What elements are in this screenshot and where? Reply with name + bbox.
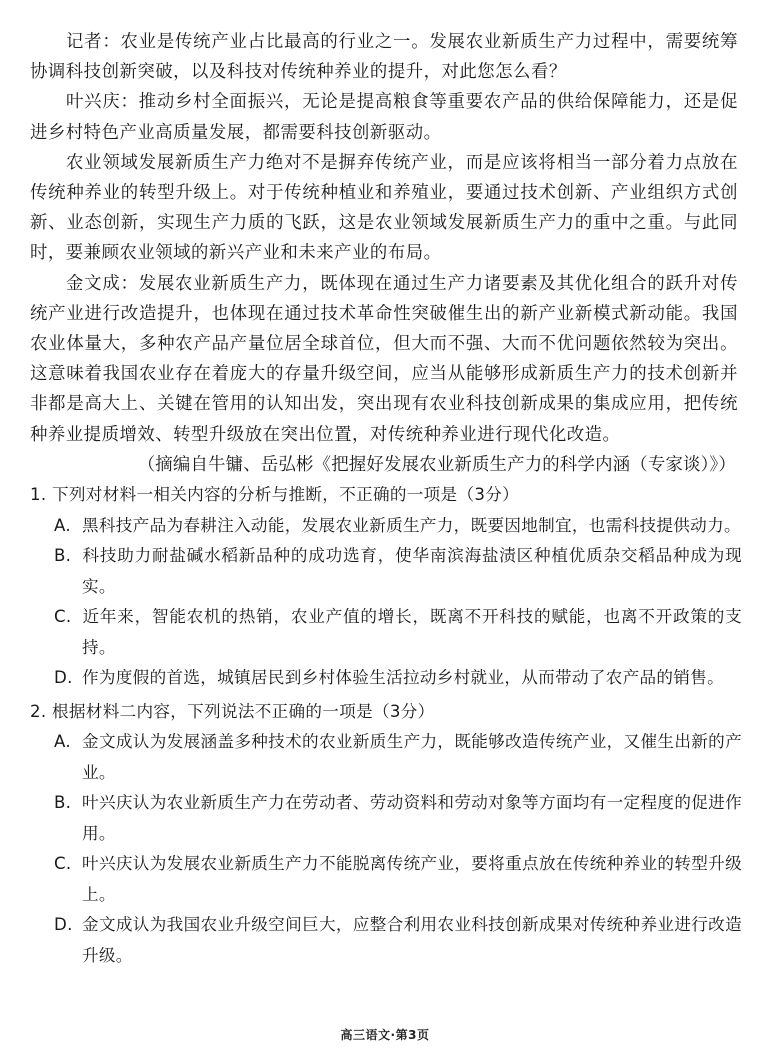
option-c: [30, 849, 742, 910]
option-label: B.: [54, 546, 72, 565]
reading-passage: [30, 27, 738, 480]
option-c: [30, 602, 742, 663]
option-label: B.: [54, 793, 72, 812]
option-label: A.: [54, 732, 71, 751]
question-stem: 1. 下列对材料一相关内容的分析与推断，不正确的一项是（3分）: [30, 485, 519, 504]
option-d: [30, 910, 742, 971]
option-text: 近年来，智能农机的热销，农业产值的增长，既离不开科技的赋能，也离不开政策的支持。: [82, 607, 742, 657]
question-2: [30, 697, 742, 972]
interview-question: 记者：农业是传统产业占比最高的行业之一。发展农业新质生产力过程中，需要统筹协调科技创新突破，以及科技对传统种养业的提升，对此您怎么看？: [30, 32, 738, 83]
option-text: 金文成认为我国农业升级空间巨大，应整合利用农业科技创新成果对传统种养业进行改造升级。: [82, 915, 742, 965]
option-label: C.: [54, 854, 72, 873]
option-b: [30, 541, 742, 602]
option-label: D.: [54, 915, 73, 934]
option-label: D.: [54, 668, 73, 687]
option-b: [30, 788, 742, 849]
option-a: [30, 727, 742, 788]
question-1: [30, 480, 742, 694]
option-d: [30, 663, 742, 694]
question-list: [30, 480, 742, 971]
passage-paragraph: 叶兴庆：推动乡村全面振兴，无论是提高粮食等重要农产品的供给保障能力，还是促进乡村特色产业高质量发展，都需要科技创新驱动。: [30, 92, 738, 143]
option-text: 叶兴庆认为农业新质生产力在劳动者、劳动资料和劳动对象等方面均有一定程度的促进作用。: [82, 793, 742, 843]
passage-source: （摘编自牛镛、岳弘彬《把握好发展农业新质生产力的科学内涵（专家谈）》）: [137, 454, 736, 475]
option-label: A.: [54, 515, 71, 535]
option-text: 黑科技产品为春耕注入动能，发展农业新质生产力，既要因地制宜，也需科技提供动力。: [82, 515, 741, 535]
option-text: 叶兴庆认为发展农业新质生产力不能脱离传统产业，要将重点放在传统种养业的转型升级上。: [82, 854, 742, 904]
page-footer: 高三语文·第3页: [340, 1028, 430, 1042]
option-text: 金文成认为发展涵盖多种技术的农业新质生产力，既能够改造传统产业，又催生出新的产业。: [82, 732, 742, 782]
option-a: [30, 511, 742, 542]
option-text: 作为度假的首选，城镇居民到乡村体验生活拉动乡村就业，从而带动了农产品的销售。: [82, 668, 724, 687]
option-label: C.: [54, 607, 72, 626]
question-stem: 2. 根据材料二内容，下列说法不正确的一项是（3分）: [30, 701, 435, 721]
passage-paragraph: 农业领域发展新质生产力绝对不是摒弃传统产业，而是应该将相当一部分着力点放在传统种养业的转型升级上。对于传统种植业和养殖业，要通过技术创新、产业组织方式创新、业态创新，实现生产力质的飞跃，这是农业领域发展新质生产力的重中之重。与此同时，要兼顾农业领域的新兴产业和未来产业的布局。: [30, 152, 738, 264]
passage-paragraph: 金文成：发展农业新质生产力，既体现在通过生产力诸要素及其优化组合的跃升对传统产业进行改造提升，也体现在通过技术革命性突破催生出的新产业新模式新动能。我国农业体量大，多种农产品产量位居全球首位，但大而不强、大而不优问题依然较为突出。这意味着我国农业存在着庞大的存量升级空间，应当从能够形成新质生产力的技术创新并非都是高大上、关键在管用的认知出发，突出现有农业科技创新成果的集成应用，把传统种养业提质增效、转型升级放在突出位置，对传统种养业进行现代化改造。: [30, 273, 738, 445]
option-text: 科技助力耐盐碱水稻新品种的成功选育，使华南滨海盐渍区种植优质杂交稻品种成为现实。: [82, 546, 742, 596]
